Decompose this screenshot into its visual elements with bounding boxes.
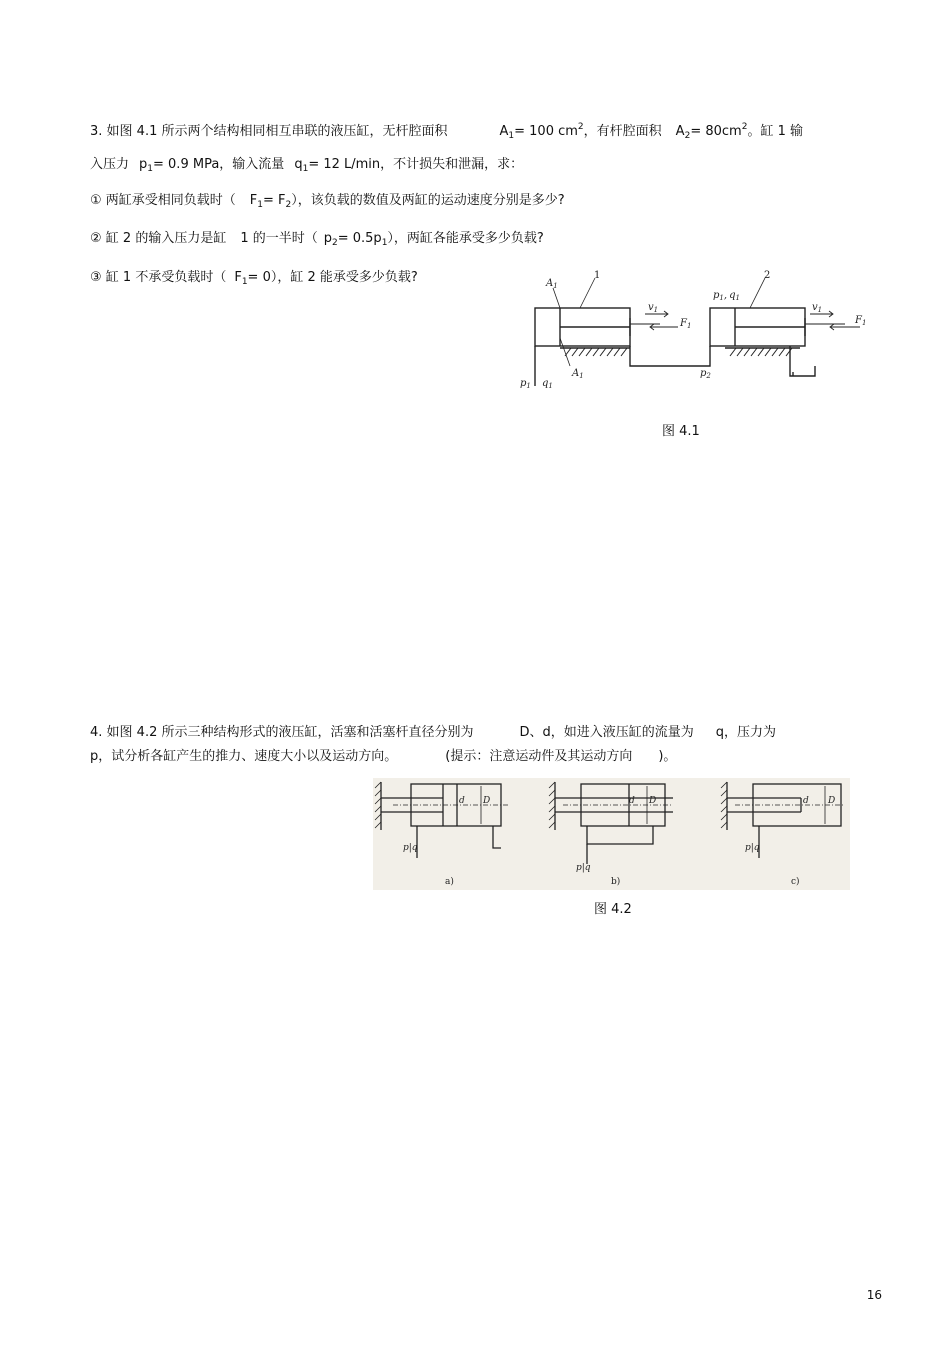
label-A1-top: $A_1$ [546,278,558,290]
label-v1-right: $v_1$ [812,302,823,314]
label-d-b: d [629,796,635,806]
sub-label-c: c) [791,877,800,887]
sub-label-a: a) [445,877,454,887]
q4-line2: p，试分析各缸产生的推力、速度大小以及运动方向。 (提示：注意运动件及其运动方向 )。 [90,749,677,764]
sub-label-b: b) [611,877,621,887]
label-num-1: 1 [594,270,601,281]
q3-item2: ② 缸 2 的输入压力是缸 1 的一半时（ $p_2= 0.5p_1$），两缸各能承受多少负载? [90,231,544,248]
figure-4-2-caption: 图 4.2 [594,902,632,917]
label-D-b: D [649,796,657,806]
label-A1-bottom: $A_1$ [572,368,584,380]
page-number: 16 [866,1288,882,1302]
label-D-a: D [483,796,491,806]
q3-item1: ① 两缸承受相同负载时（ $F_1= F_2$），该负载的数值及两缸的运动速度分别是多少? [90,193,565,210]
figure-4-1-caption: 图 4.1 [662,424,700,439]
q4-number: 4. [90,725,103,740]
figure-4-1-diagram [510,268,870,396]
label-pq-b: p|q [576,863,591,873]
label-pq-a: p|q [403,843,418,853]
label-D-c: D [828,796,836,806]
q3-line2: 入压力 $p_1= 0.9$ MPa，输入流量 $q_1= 12$ L/min，不计损失和泄漏，求： [90,157,524,174]
label-num-2: 2 [764,270,771,281]
label-p1-bottom: $p_1$ [520,378,531,390]
label-d-a: d [459,796,465,806]
label-F1-left: $F_1$ [680,318,692,330]
q3-item3: ③ 缸 1 不承受负载时（ $F_1= 0$），缸 2 能承受多少负载? [90,270,418,287]
label-v1-left: $v_1$ [648,302,659,314]
q3-number: 3. [90,124,103,139]
label-pq-c: p|q [745,843,760,853]
label-p1q1-right: $p_1$, $q_1$ [713,290,740,302]
label-d-c: d [803,796,809,806]
label-p2-bottom: $p_2$ [700,368,711,380]
label-q1-bottom: $q_1$ [542,378,553,390]
label-F1-right: $F_1$ [855,315,867,327]
q3-line1: 3. 如图 4.1 所示两个结构相同相互串联的液压缸，无杆腔面积 $A_1= 100$ $cm^2$，有杆腔面积 $A_2= 80cm^2$。缸 1 输 [90,122,803,141]
q4-line1: 4. 如图 4.2 所示三种结构形式的液压缸，活塞和活塞杆直径分别为 D、d，如进入液压缸的流量为 q，压力为 [90,725,777,740]
figure-4-2-diagram [373,778,850,890]
